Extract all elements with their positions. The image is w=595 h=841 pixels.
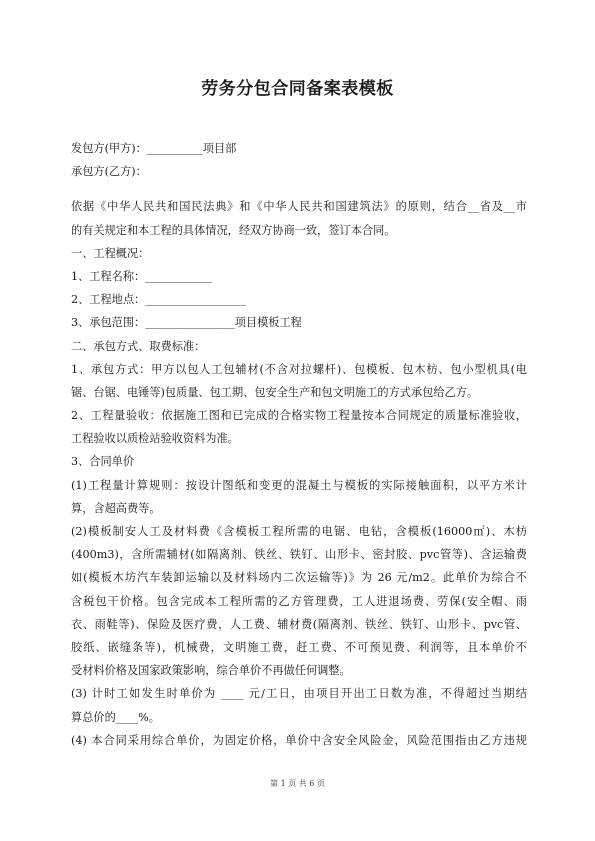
body-line: 算，含超高费等。 [71,501,161,515]
document-title: 劳务分包合同备案表模板 [201,79,394,99]
body-line: 依据《中华人民共和国民法典》和《中华人民共和国建筑法》的原则，结合__省及__市 [71,200,527,214]
body-line: 胶纸、嵌缝条等)，机械费，文明施工费，赶工费、不可预见费、利润等，且本单价不 [71,640,527,654]
body-line: 锯、台锯、电锤等)包质量、包工期、包安全生产和包文明施工的方式承包给乙方。 [71,385,479,399]
body-line: 1、承包方式：甲方以包人工包辅材(不含对拉螺杆)、包模板、包木枋、包小型机具(电 [71,362,527,376]
body-line: 衣、雨鞋等)、保险及医疗费，人工费、辅材费(隔离剂、铁丝、铁钉、山形卡、pvc管、 [71,617,527,631]
body-line: (2)模板制安人工及材料费《含模板工程所需的电锯、电钻，含模板(16000㎡)、木枋 [71,525,527,538]
page-footer: 第 1 页 共 6 页 [270,779,325,788]
body-line: (1)工程量计算规则：按设计图纸和变更的混凝土与模板的实际接触面积，以平方米计 [71,478,527,492]
body-line: 算总价的____%。 [71,710,160,724]
body-line: 工程验收以质检站验收资料为准。 [71,432,239,446]
body-line: 受材料价格及国家政策影响，综合单价不再做任何调整。 [71,664,351,678]
body-line: 的有关规定和本工程的具体情况，经双方协商一致，签订本合同。 [71,223,396,237]
document-body [71,137,527,752]
paragraph-gap [71,183,527,195]
body-line: (400m3)，含所需辅材(如隔离剂、铁丝、铁钉、山形卡、密封胶、pvc管等)、含运输费 [71,548,527,562]
body-line: (4) 本合同采用综合单价，为固定价格，单价中含安全风险金，风险范围指由乙方违规 [71,733,527,747]
party-b-line: 承包方(乙方)： [71,165,147,179]
body-line: 一、工程概况： [71,246,150,260]
body-paragraphs [71,195,527,752]
body-line: 1、工程名称：____________ [71,269,213,283]
body-line: 3、承包范围：________________项目模板工程 [71,316,302,330]
body-line: 二、承包方式、取费标准： [71,339,206,353]
body-line: 如(模板木坊汽车装卸运输以及材料场内二次运输等)》为 26 元/m2。此单价为综合不 [71,571,527,585]
party-a-line: 发包方(甲方)：__________项目部 [71,142,237,155]
body-line: 2、工程地点：__________________ [71,293,246,307]
body-line: 2、工程量验收：依据施工图和已完成的合格实物工程量按本合同规定的质量标准验收， [71,409,527,423]
body-line: 含税包干价格。包含完成本工程所需的乙方管理费，工人进退场费、劳保(安全帽、雨 [71,594,527,608]
body-line: 3、合同单价 [71,455,135,469]
body-line: (3) 计时工如发生时单价为 ____ 元/工日，由项目开出工日数为准，不得超过当期结 [71,687,527,701]
